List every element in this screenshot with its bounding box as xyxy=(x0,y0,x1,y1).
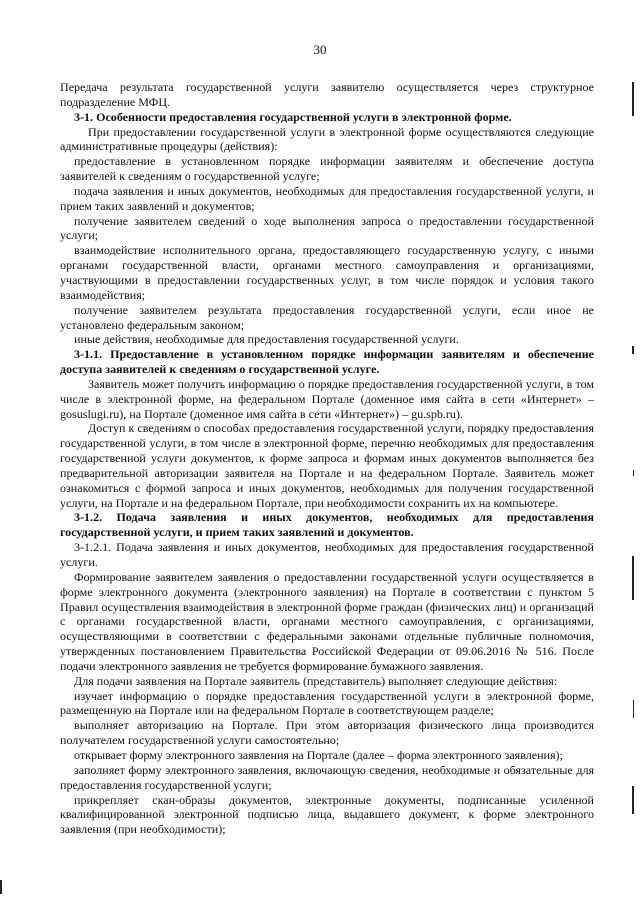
list-item: предоставление в установленном порядке информации заявителям и обеспечение доступа заявителей к сведениям о государственной услуге; xyxy=(60,154,594,184)
scan-edge-mark xyxy=(633,700,634,718)
list-item: открывает форму электронного заявления на Портале (далее – форма электронного заявления); xyxy=(74,747,563,762)
scan-edge-mark xyxy=(632,82,634,116)
section-heading: 3-1.2. Подача заявления и иных документов, необходимых для предоставления государственной услуги, и прием таких заявлений и документов. xyxy=(60,510,594,540)
scan-edge-mark xyxy=(0,880,2,894)
list-item: получение заявителем результата предоставления государственной услуги, если иное не установлено федеральным законом; xyxy=(60,302,594,332)
section-heading: 3-1.1. Предоставление в установленном порядке информации заявителям и обеспечение доступа заявителей к сведениям о государственной услуге. xyxy=(60,347,594,377)
list-item: взаимодействие исполнительного органа, предоставляющего государственную услугу, с иными органами государственной власти, органами местного самоуправления и организациями, участвующими в предоставлении государственных услуг, в том числе порядок и условия такого взаимодействия; xyxy=(60,243,594,302)
list-item: получение заявителем сведений о ходе выполнения запроса о предоставлении государственной услуги; xyxy=(60,213,594,243)
list-item: прикрепляет скан-образы документов, электронные документы, подписанные усиленной квалифицированной электронной подписью лица, выдавшего документ, к форме электронного заявления (при необходимости); xyxy=(60,792,594,837)
scan-edge-mark xyxy=(633,470,634,476)
list-item: заполняет форму электронного заявления, включающую сведения, необходимые и обязательные для предоставления государственной услуги; xyxy=(60,762,594,792)
paragraph: 3-1.2.1. Подача заявления и иных документов, необходимых для предоставления государственной услуги. xyxy=(60,540,594,569)
list-item: иные действия, необходимые для предоставления государственной услуги. xyxy=(74,332,459,347)
list-item: выполняет авторизацию на Портале. При этом авторизация физического лица производится получателем государственной услуги самостоятельно; xyxy=(60,718,594,748)
paragraph: Заявитель может получить информацию о порядке предоставления государственной услуги, в том числе в электронной форме, на федеральном Портале (доменное имя сайта в сети «Интернет» – gosuslugi.ru), на Портале (доменное имя сайта в сети «Интернет») – gu.spb.ru). xyxy=(60,376,594,421)
page-number: 30 xyxy=(313,42,327,57)
document-body xyxy=(60,80,594,837)
list-item: подача заявления и иных документов, необходимых для предоставления государственной услуги, и прием таких заявлений и документов; xyxy=(60,183,594,213)
scan-edge-mark xyxy=(632,786,634,814)
section-heading: 3-1. Особенности предоставления государственной услуги в электронной форме. xyxy=(74,109,512,124)
paragraph: Для подачи заявления на Портале заявитель (представитель) выполняет следующие действия: xyxy=(74,673,558,688)
list-item: изучает информацию о порядке предоставления государственной услуги в электронной форме, размещенную на Портале или на федеральном Портале в соответствующем разделе; xyxy=(60,688,594,718)
paragraph: Формирование заявителем заявления о предоставлении государственной услуги осуществляется в форме электронного документа (электронного заявления) на Портале в соответствии с пунктом 5 Правил осуществления взаимодействия в электронной форме граждан (физических лиц) и организаций с органами государственной власти, органами местного самоуправления, с организациями, осуществляющими в соответствии с федеральными законами отдельные публичные полномочия, утвержденных постановлением Правительства Российской Федерации от 09.06.2016 № 516. После подачи электронного заявления не требуется формирование бумажного заявления. xyxy=(60,569,594,673)
scan-edge-mark xyxy=(632,346,634,354)
paragraph: Доступ к сведениям о способах предоставления государственной услуги, порядку предоставления государственной услуги, в том числе в электронной форме, перечню необходимых для предоставления государственной услуги документов, к форме запроса и формам иных документов выполняется без предварительной авторизации заявителя на Портале и на федеральном Портале. Заявитель может ознакомиться с формой запроса и иных документов, необходимых для получения государственной услуги, на Портале и на федеральном Портале, при необходимости сохранить их на компьютере. xyxy=(60,421,594,510)
paragraph: При предоставлении государственной услуги в электронной форме осуществляются следующие административные процедуры (действия): xyxy=(60,124,594,154)
paragraph: Передача результата государственной услуги заявителю осуществляется через структурное подразделение МФЦ. xyxy=(60,80,594,109)
scan-edge-mark xyxy=(632,556,634,600)
